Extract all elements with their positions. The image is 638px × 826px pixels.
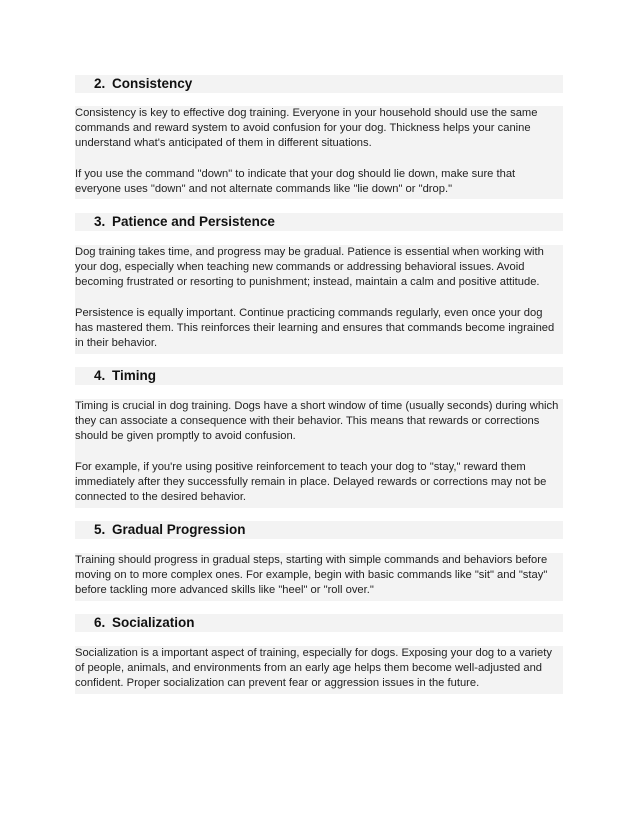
section-number: 4. <box>94 368 106 383</box>
paragraph: Consistency is key to effective dog training. Everyone in your household should use the same commands and reward system to avoid confusion for your dog. Thickness helps your canine understand what's anticipated of them in different situations. <box>75 107 538 150</box>
section-title: Timing <box>112 368 157 383</box>
section-heading-socialization <box>75 614 563 632</box>
section-heading-consistency <box>75 75 563 93</box>
section-title: Gradual Progression <box>112 522 246 537</box>
paragraph: If you use the command "down" to indicate that your dog should lie down, make sure that everyone uses "down" and not alternate commands like "lie down" or "drop." <box>75 168 516 196</box>
section-body-timing <box>75 399 563 508</box>
section-number: 2. <box>94 76 106 91</box>
section-heading-patience-and-persistence <box>75 213 563 231</box>
section-number: 5. <box>94 522 106 537</box>
section-title: Socialization <box>112 615 195 630</box>
section-body-socialization <box>75 646 563 694</box>
section-body-consistency <box>75 106 563 199</box>
paragraph: Persistence is equally important. Continue practicing commands regularly, even once your dog has mastered them. This reinforces their learning and ensures that commands become ingrained in their behavior. <box>75 307 555 350</box>
section-body-gradual-progression <box>75 553 563 601</box>
section-number: 6. <box>94 615 106 630</box>
paragraph: Socialization is a important aspect of training, especially for dogs. Exposing your dog to a variety of people, animals, and environments from an early age helps them become well-adjusted and confident. Proper socialization can prevent fear or aggression issues in the future. <box>75 647 552 690</box>
section-title: Consistency <box>112 76 193 91</box>
paragraph: For example, if you're using positive reinforcement to teach your dog to "stay," reward them immediately after they successfully remain in place. Delayed rewards or corrections may not be connected to the desired behavior. <box>75 461 547 504</box>
paragraph: Training should progress in gradual steps, starting with simple commands and behaviors before moving on to more complex ones. For example, begin with basic commands like "sit" and "stay" before tackling more advanced skills like "heel" or "roll over." <box>75 554 548 597</box>
section-body-patience-and-persistence <box>75 245 563 354</box>
paragraph: Timing is crucial in dog training. Dogs have a short window of time (usually seconds) during which they can associate a consequence with their behavior. This means that rewards or corrections should be given promptly to avoid confusion. <box>75 400 559 443</box>
section-number: 3. <box>94 214 106 229</box>
section-heading-gradual-progression <box>75 521 563 539</box>
section-title: Patience and Persistence <box>112 214 275 229</box>
paragraph: Dog training takes time, and progress may be gradual. Patience is essential when working with your dog, especially when teaching new commands or addressing behavioral issues. Avoid becoming frustrated or resorting to punishment; instead, maintain a calm and positive attitude. <box>75 246 544 289</box>
section-heading-timing <box>75 367 563 385</box>
